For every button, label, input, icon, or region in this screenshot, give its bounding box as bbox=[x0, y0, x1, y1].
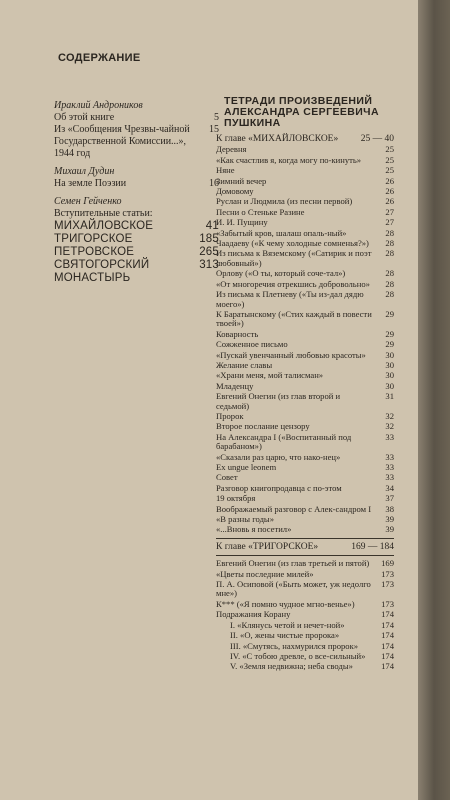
toc-entry bbox=[216, 525, 394, 534]
toc-entry bbox=[216, 433, 394, 452]
toc-entry bbox=[216, 382, 394, 391]
toc-entry bbox=[216, 197, 394, 206]
entry-title: Об этой книге bbox=[54, 112, 115, 123]
chapter-title: К главе «ТРИГОРСКОЕ» bbox=[216, 541, 319, 552]
entry-title: Евгений Онегин (из глав третьей и пятой) bbox=[216, 558, 370, 569]
entry-page: 32 bbox=[385, 410, 394, 421]
toc-entry bbox=[54, 246, 219, 259]
entry-title: «В разны годы» bbox=[216, 514, 275, 525]
entry-page: 173 bbox=[381, 579, 394, 590]
entry-title: Евгений Онегин (из глав второй и седьмой) bbox=[216, 391, 341, 411]
entry-page: 265 bbox=[199, 246, 219, 258]
entry-title: Песни о Стеньке Разине bbox=[216, 206, 305, 217]
right-column bbox=[216, 96, 394, 673]
section-heading: ТЕТРАДИ ПРОИЗВЕДЕНИЙ АЛЕКСАНДРА СЕРГЕЕВИЧА ПУШКИНА bbox=[224, 95, 379, 129]
entry-page: 25 bbox=[385, 154, 394, 165]
toc-entry bbox=[216, 269, 394, 278]
entry-title: Коварность bbox=[216, 328, 259, 339]
toc-entry bbox=[216, 239, 394, 248]
entry-title: I. «Клянусь четой и нечет-ной» bbox=[230, 619, 345, 630]
entry-page: 27 bbox=[385, 206, 394, 217]
toc-entry bbox=[216, 412, 394, 421]
entry-page: 174 bbox=[381, 640, 394, 651]
entry-title: На земле Поэзии bbox=[54, 178, 127, 189]
entry-title: «Забытый кров, шалаш опаль-ный» bbox=[216, 227, 347, 238]
entry-page: 30 bbox=[385, 349, 394, 360]
entry-page: 30 bbox=[385, 359, 394, 370]
chapter-pages: 169 — 184 bbox=[351, 541, 394, 552]
toc-entry bbox=[216, 249, 394, 268]
entry-title: Орлову («О ты, который соче-тал») bbox=[216, 268, 346, 279]
entry-page: 313 bbox=[199, 259, 219, 271]
entry-title: Чаадаеву («К чему холодные сомненья?») bbox=[216, 238, 369, 249]
entry-page: 5 bbox=[214, 112, 219, 123]
toc-entry bbox=[216, 218, 394, 227]
toc-entry bbox=[216, 145, 394, 154]
entry-title: Подражания Корану bbox=[216, 609, 291, 620]
entry-title: 19 октября bbox=[216, 493, 256, 504]
author-name: Ираклий Андроников bbox=[54, 100, 143, 111]
entry-page: 15 bbox=[209, 124, 219, 135]
toc-entry bbox=[216, 392, 394, 411]
entry-title: «Храни меня, мой талисман» bbox=[216, 370, 324, 381]
entry-page: 38 bbox=[385, 503, 394, 514]
toc-entry bbox=[216, 156, 394, 165]
left-column bbox=[54, 100, 219, 285]
chapter-title: К главе «МИХАЙЛОВСКОЕ» bbox=[216, 134, 339, 144]
toc-entry bbox=[54, 220, 219, 233]
entry-title: СВЯТОГОРСКИЙ МОНАСТЫРЬ bbox=[54, 259, 150, 284]
entry-page: 174 bbox=[381, 661, 394, 672]
entry-page: 33 bbox=[385, 472, 394, 483]
toc-entry bbox=[216, 361, 394, 370]
entry-title: МИХАЙЛОВСКОЕ bbox=[54, 220, 154, 232]
entry-page: 174 bbox=[381, 650, 394, 661]
entry-title: ПЕТРОВСКОЕ bbox=[54, 246, 135, 258]
author-name: Михаил Дудин bbox=[54, 166, 115, 177]
toc-entry bbox=[216, 559, 394, 568]
entry-page: 173 bbox=[381, 568, 394, 579]
toc-entry bbox=[54, 124, 219, 160]
entry-page: 29 bbox=[385, 339, 394, 350]
entry-title: «Как счастлив я, когда могу по-кинуть» bbox=[216, 154, 362, 165]
entry-title: Разговор книгопродавца с по-этом bbox=[216, 482, 342, 493]
divider bbox=[216, 538, 394, 539]
author-name: Семен Гейченко bbox=[54, 196, 122, 207]
entry-title: Пророк bbox=[216, 410, 244, 421]
toc-entry bbox=[216, 621, 394, 630]
toc-entry bbox=[216, 505, 394, 514]
entry-page: 30 bbox=[385, 380, 394, 391]
entry-page: 37 bbox=[385, 493, 394, 504]
entry-page: 26 bbox=[385, 175, 394, 186]
toc-entry bbox=[54, 112, 219, 124]
entry-title: V. «Земля недвижна; неба своды» bbox=[230, 661, 353, 672]
toc-entry bbox=[216, 494, 394, 503]
entry-title: Из «Сообщения Чрезвы-чайной Государственной Комиссии...», 1944 год bbox=[54, 124, 190, 159]
toc-entry bbox=[216, 662, 394, 671]
toc-entry bbox=[216, 340, 394, 349]
entry-page: 174 bbox=[381, 619, 394, 630]
toc-entry bbox=[216, 610, 394, 619]
entry-title: На Александра I («Воспитанный под барабаном») bbox=[216, 431, 352, 452]
entry-title: «Цветы последние милей» bbox=[216, 568, 314, 579]
entry-page: 29 bbox=[385, 308, 394, 319]
entry-page: 33 bbox=[385, 451, 394, 462]
entry-page: 33 bbox=[385, 462, 394, 472]
toc-entry bbox=[216, 290, 394, 309]
entry-page: 33 bbox=[385, 431, 394, 442]
entry-page: 29 bbox=[385, 328, 394, 339]
entry-page: 28 bbox=[385, 268, 394, 279]
entry-title: Вступительные статьи: bbox=[54, 208, 153, 219]
toc-entry bbox=[216, 473, 394, 482]
entry-page: 169 bbox=[381, 558, 394, 569]
toc-entry bbox=[216, 351, 394, 360]
entry-title: IV. «С тобою древле, о все-сильный» bbox=[230, 650, 366, 661]
entry-title: Деревня bbox=[216, 144, 247, 155]
entry-page: 28 bbox=[385, 278, 394, 289]
entry-page: 34 bbox=[385, 482, 394, 493]
entry-title: «Сказали раз царю, что нако-нец» bbox=[216, 451, 341, 462]
entry-title: Зимний вечер bbox=[216, 175, 267, 186]
toc-entry bbox=[216, 187, 394, 196]
toc-entry bbox=[216, 371, 394, 380]
toc-entry bbox=[216, 280, 394, 289]
divider bbox=[216, 555, 394, 556]
toc-entry bbox=[216, 652, 394, 661]
toc-entry bbox=[216, 177, 394, 186]
entry-title: Руслан и Людмила (из песни первой) bbox=[216, 196, 353, 207]
toc-entry bbox=[216, 600, 394, 609]
entry-page: 26 bbox=[385, 196, 394, 207]
entry-page: 173 bbox=[381, 598, 394, 609]
entry-page: 174 bbox=[381, 609, 394, 620]
entry-page: 41 bbox=[205, 220, 219, 232]
entry-title: II. «О, жены чистые пророка» bbox=[230, 630, 340, 641]
toc-entry bbox=[216, 631, 394, 640]
entry-title: «...Вновь я посетил» bbox=[216, 524, 292, 535]
entry-page: 28 bbox=[385, 238, 394, 249]
toc-entry bbox=[54, 178, 219, 190]
entry-title: Сожженное письмо bbox=[216, 339, 288, 350]
entry-page: 174 bbox=[381, 630, 394, 641]
toc-entry bbox=[216, 166, 394, 175]
entry-page: 39 bbox=[385, 524, 394, 535]
entry-page: 16 bbox=[209, 178, 219, 189]
toc-entry bbox=[216, 570, 394, 579]
entry-page: 28 bbox=[385, 248, 394, 259]
chapter-pages: 25 — 40 bbox=[360, 134, 394, 144]
entry-title: К*** («Я помню чудное мгно-венье») bbox=[216, 598, 355, 609]
entry-page: 25 bbox=[385, 165, 394, 176]
entry-title: «От многоречия отрекшись добровольно» bbox=[216, 278, 370, 289]
toc-entry bbox=[54, 259, 219, 285]
toc-entry bbox=[216, 642, 394, 651]
toc-entry bbox=[54, 233, 219, 246]
entry-page: 26 bbox=[385, 186, 394, 197]
toc-entry bbox=[54, 208, 219, 220]
toc-entry bbox=[216, 463, 394, 472]
entry-title: Совет bbox=[216, 472, 238, 483]
entry-page: 27 bbox=[385, 217, 394, 228]
toc-entry bbox=[216, 330, 394, 339]
toc-entry bbox=[216, 229, 394, 238]
toc-entry bbox=[216, 453, 394, 462]
toc-entry bbox=[216, 310, 394, 329]
entry-title: П. А. Осиповой («Быть может, уж недолго мне») bbox=[216, 579, 371, 599]
entry-title: К Баратынскому («Стих каждый в повести твоей») bbox=[216, 308, 372, 329]
entry-page: 31 bbox=[385, 391, 394, 402]
toc-entry bbox=[216, 515, 394, 524]
entry-title: Из письма к Вяземскому («Сатирик и поэт любовный») bbox=[216, 248, 372, 268]
entry-title: Младенцу bbox=[216, 380, 254, 391]
page-title: СОДЕРЖАНИЕ bbox=[58, 52, 141, 64]
toc-entry bbox=[216, 422, 394, 431]
entry-page: 32 bbox=[385, 421, 394, 432]
entry-title: ТРИГОРСКОЕ bbox=[54, 233, 133, 245]
entry-page: 28 bbox=[385, 289, 394, 300]
toc-entry bbox=[216, 484, 394, 493]
entry-title: Желание славы bbox=[216, 359, 273, 370]
entry-page: 28 bbox=[385, 227, 394, 238]
book-edge bbox=[418, 0, 450, 800]
entry-title: Второе послание цензору bbox=[216, 421, 310, 432]
chapter-entry bbox=[216, 543, 394, 552]
entry-page: 185 bbox=[199, 233, 219, 245]
entry-title: Ex ungue leonem bbox=[216, 462, 277, 472]
entry-page: 30 bbox=[385, 370, 394, 381]
entry-title: Няне bbox=[216, 165, 235, 176]
entry-title: Домовому bbox=[216, 186, 254, 197]
entry-title: III. «Смутясь, нахмурился пророк» bbox=[230, 640, 359, 651]
entry-title: «Пускай увенчанный любовью красоты» bbox=[216, 349, 366, 360]
entry-title: И. И. Пущину bbox=[216, 217, 268, 228]
entry-title: Из письма к Плетневу («Ты из-дал дядю моего») bbox=[216, 289, 364, 309]
toc-entry bbox=[216, 580, 394, 599]
entry-page: 25 bbox=[385, 144, 394, 155]
entry-title: Воображаемый разговор с Алек-сандром I bbox=[216, 503, 372, 514]
entry-page: 39 bbox=[385, 514, 394, 525]
toc-entry bbox=[216, 208, 394, 217]
chapter-entry bbox=[216, 135, 394, 144]
